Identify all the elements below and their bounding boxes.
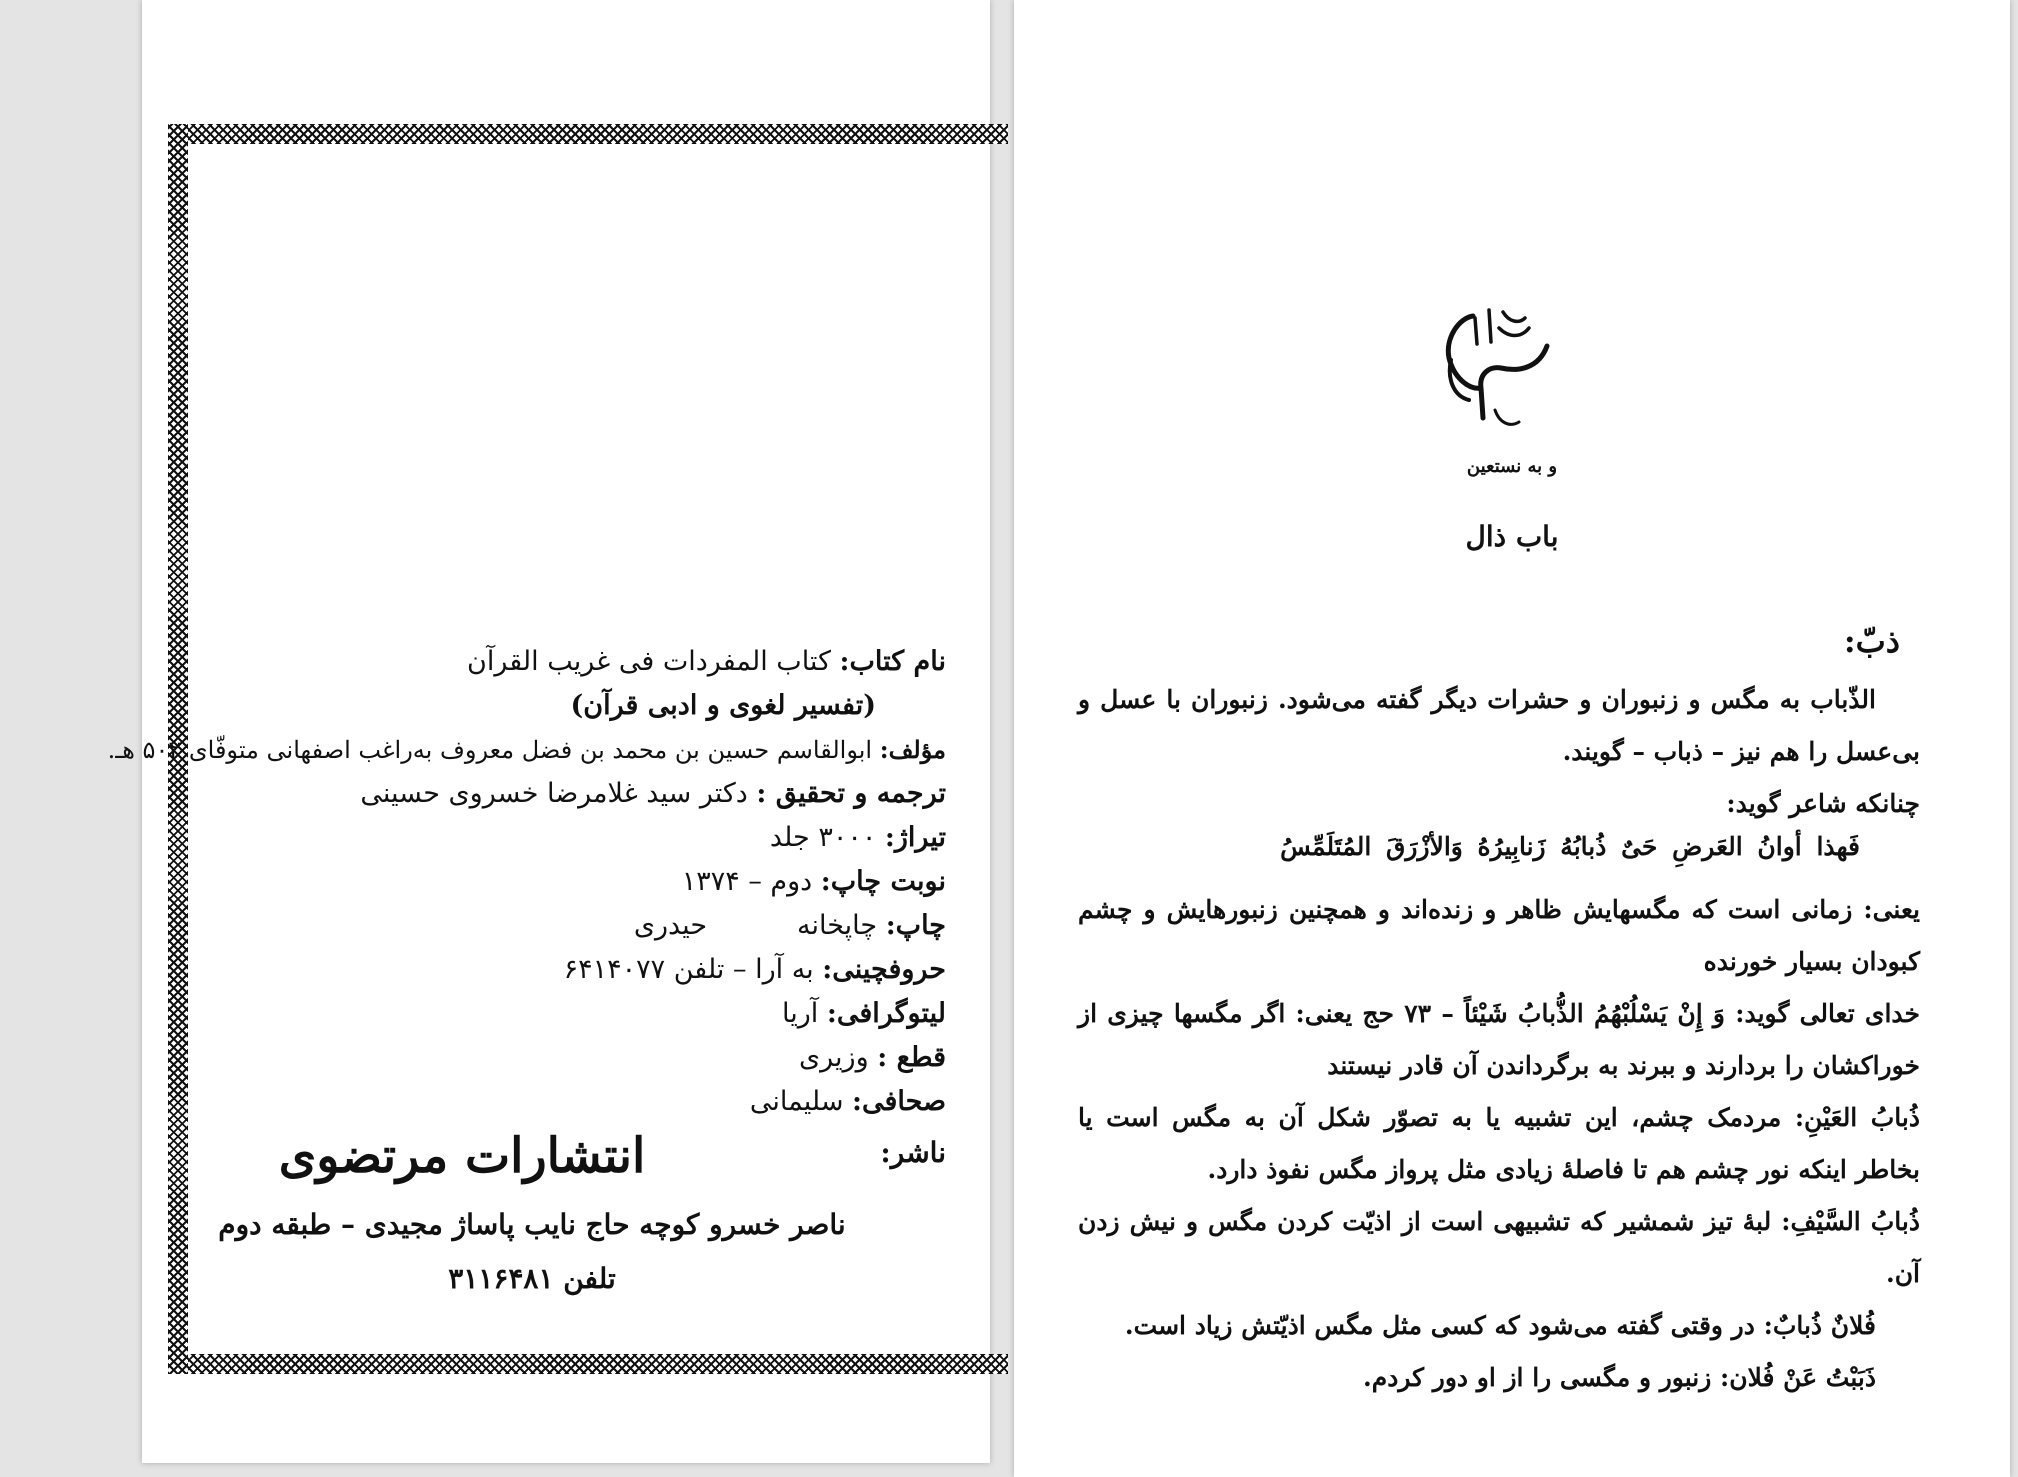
right-page <box>1014 0 2010 1477</box>
paragraph: فُلانٌ ذُبابٌ: در وقتی گفته می‌شود که کسی مثل مگس اذیّتش زیاد است. <box>1124 1311 1876 1340</box>
entry-body <box>1078 884 1920 1404</box>
paragraph: ذُبابُ السَّیْفِ: لبهٔ تیز شمشیر که تشبیهی است از اذیّت کردن مگس و نیش زدن آن. <box>1078 1207 1920 1288</box>
publisher-phone: تلفن ۳۱۱۶۴۸۱ <box>448 1262 616 1295</box>
colophon-line: لیتوگرافی: آریا <box>782 998 946 1029</box>
colophon-line: قطع : وزیری <box>798 1042 946 1073</box>
publisher-name: انتشارات مرتضوی <box>278 1128 646 1184</box>
poem-verse: فَهذا أوانُ العَرضِ حَیٌ ذُبابُهُ زَنابِیرُهُ وَالأزْرَقَ المُتَلَمِّسُ <box>1280 832 1860 861</box>
entry-head: ذبّ: <box>1843 622 1900 660</box>
paragraph: ذُبابُ العَیْنِ: مردمک چشم، این تشبیه یا به تصوّر شکل آن به مگس است یا بخاطر اینکه نور چشم هم تا فاصلهٔ زیادی مثل پرواز مگس نفوذ دارد. <box>1078 1103 1921 1184</box>
paragraph: ذَبَبْتُ عَنْ فُلان: زنبور و مگسی را از او دور کردم. <box>1363 1363 1876 1392</box>
colophon-line: صحافی: سلیمانی <box>749 1086 946 1117</box>
colophon-line: نام کتاب: کتاب المفردات فی غریب القرآن <box>467 646 946 677</box>
colophon <box>107 640 946 1124</box>
basmala-calligraphy-icon <box>1429 298 1559 433</box>
colophon-line: تیراژ: ۳۰۰۰ جلد <box>769 822 946 853</box>
left-page <box>107 0 990 1463</box>
paragraph: چنانکه شاعر گوید: <box>1726 789 1920 818</box>
entry-intro <box>1078 674 1920 830</box>
colophon-line: نوبت چاپ: دوم – ۱۳۷۴ <box>681 866 946 897</box>
colophon-line: چاپ: چاپخانهحیدری <box>633 910 946 941</box>
colophon-line: (تفسیر لغوی و ادبی قرآن) <box>570 690 876 721</box>
colophon-line: مؤلف: ابوالقاسم حسین بن محمد بن فضل معروف به‌راغب اصفهانی متوفّای ۵۰۲ هـ. <box>107 735 946 764</box>
colophon-line: حروفچینی: به آرا – تلفن ۶۴۱۴۰۷۷ <box>563 954 946 985</box>
publisher-label: ناشر: <box>880 1136 946 1169</box>
publisher-address: ناصر خسرو کوچه حاج نایب پاساژ مجیدی – طبقه دوم <box>218 1208 846 1241</box>
border-bottom <box>168 1354 1008 1374</box>
chapter-title: باب ذال <box>1465 520 1559 553</box>
colophon-line: ترجمه و تحقیق : دکتر سید غلامرضا خسروی حسینی <box>360 778 946 809</box>
paragraph: خدای تعالی گوید: وَ إِنْ یَسْلُبْهُمُ الذُّبابُ شَیْئاً – ۷۳ حج یعنی: اگر مگسها چیزی از خوراکشان را بردارند و ببرند به برگرداندن آن قادر نیستند <box>1078 999 1920 1080</box>
paragraph: یعنی: زمانی است که مگسهایش ظاهر و زنده‌اند و همچنین زنبورهایش و چشم کبودان بسیار خورنده <box>1078 895 1920 976</box>
subtitle: و به نستعین <box>1466 456 1558 477</box>
border-top <box>168 124 1008 144</box>
paragraph: الذّباب به مگس و زنبوران و حشرات دیگر گفته می‌شود. زنبوران با عسل و بی‌عسل را هم نیز – ذباب – گویند. <box>1078 685 1920 766</box>
